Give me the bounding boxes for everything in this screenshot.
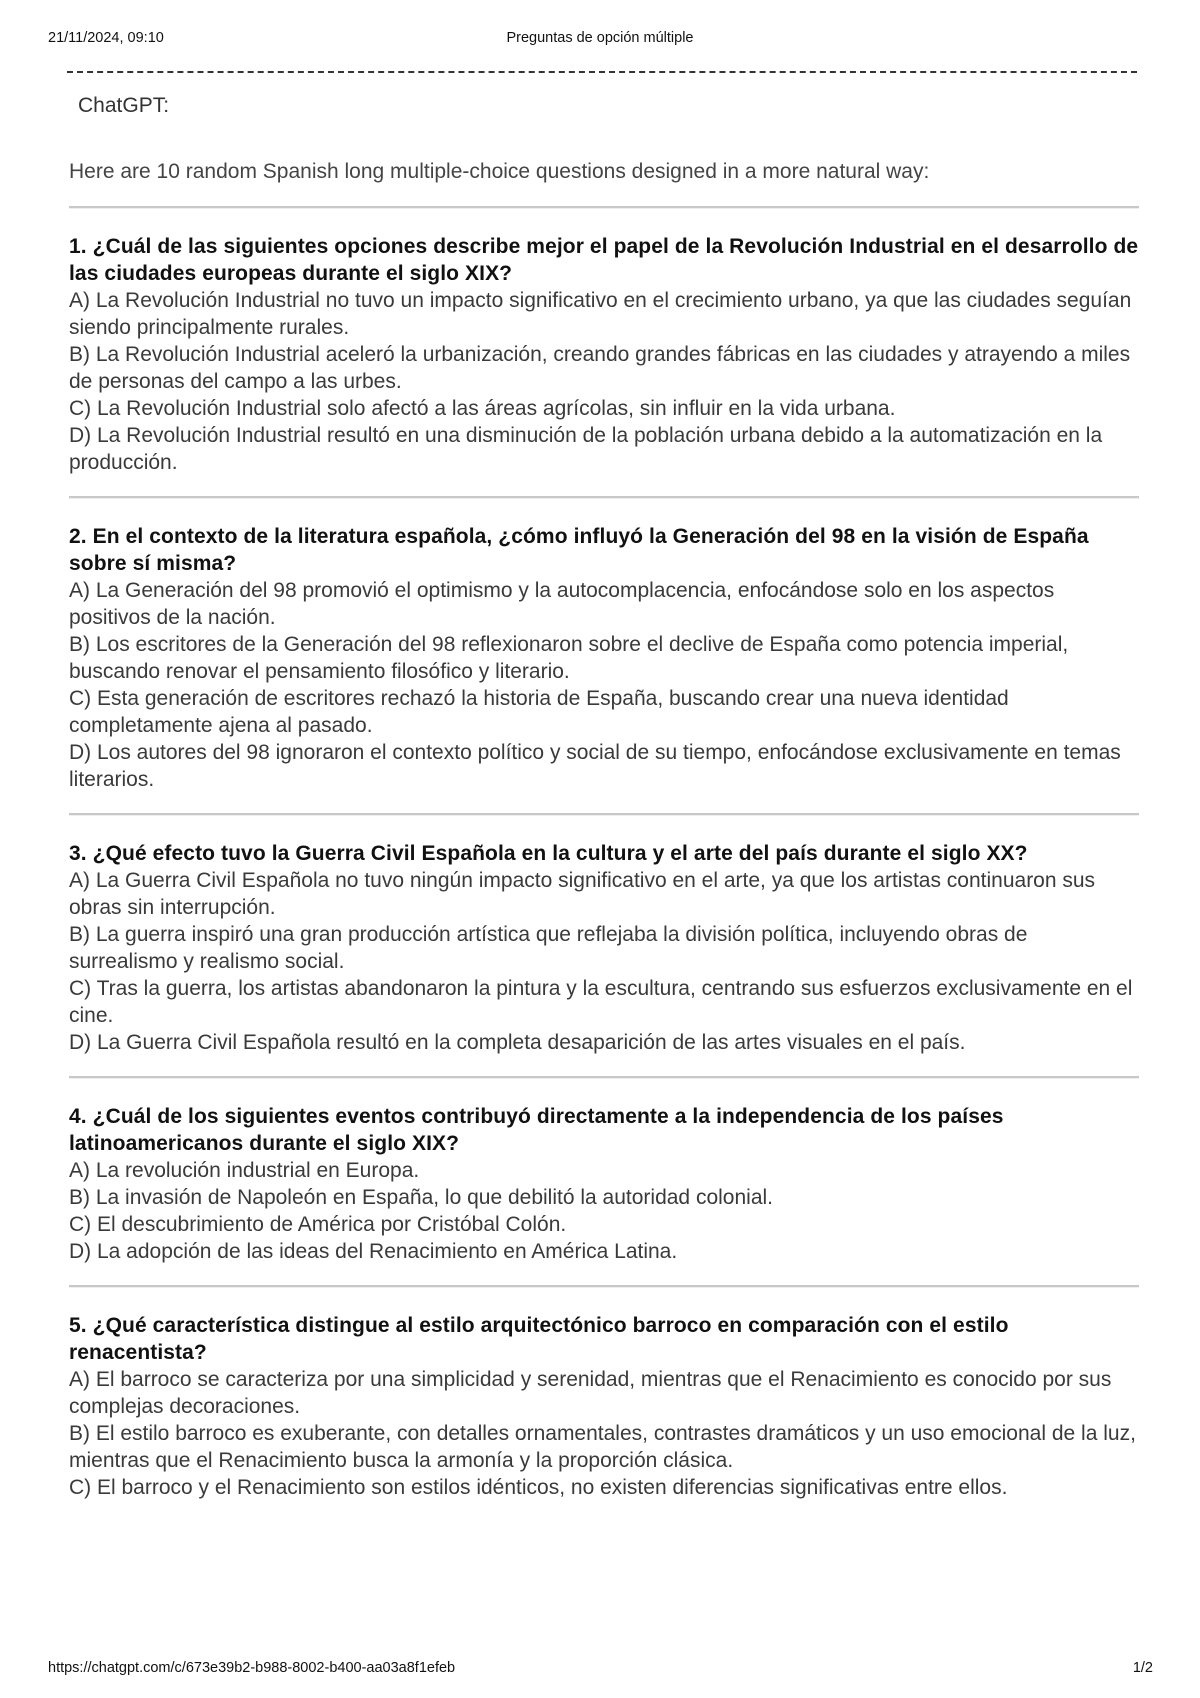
horizontal-rule bbox=[69, 1285, 1139, 1288]
answer-option: B) Los escritores de la Generación del 98 reflexionaron sobre el declive de España como potencia imperial, buscando renovar el pensamiento filosófico y literario. bbox=[69, 633, 1069, 683]
question-3 bbox=[69, 840, 1139, 1056]
question-1 bbox=[69, 233, 1139, 476]
answer-option: D) Los autores del 98 ignoraron el contexto político y social de su tiempo, enfocándose exclusivamente en temas literarios. bbox=[69, 741, 1121, 791]
horizontal-rule bbox=[69, 813, 1139, 816]
answer-option: D) La Revolución Industrial resultó en una disminución de la población urbana debido a la automatización en la producción. bbox=[69, 424, 1103, 474]
answer-option: B) La invasión de Napoleón en España, lo que debilitó la autoridad colonial. bbox=[69, 1186, 773, 1209]
answer-option: A) La Revolución Industrial no tuvo un impacto significativo en el crecimiento urbano, ya que las ciudades seguían siendo principalmente rurales. bbox=[69, 289, 1132, 339]
answer-option: C) Tras la guerra, los artistas abandonaron la pintura y la escultura, centrando sus esfuerzos exclusivamente en el cine. bbox=[69, 977, 1133, 1027]
horizontal-rule bbox=[69, 206, 1139, 209]
print-header bbox=[0, 30, 1200, 50]
question-text: 3. ¿Qué efecto tuvo la Guerra Civil Española en la cultura y el arte del país durante el siglo XX? bbox=[69, 842, 1028, 865]
answer-option: B) El estilo barroco es exuberante, con detalles ornamentales, contrastes dramáticos y un uso emocional de la luz, mientras que el Renacimiento busca la armonía y la proporción clásica. bbox=[69, 1422, 1136, 1472]
print-footer bbox=[0, 1660, 1200, 1680]
conversation-content bbox=[69, 86, 1139, 1501]
answer-option: A) La Guerra Civil Española no tuvo ningún impacto significativo en el arte, ya que los artistas continuaron sus obras sin interrupción. bbox=[69, 869, 1096, 919]
answer-option: C) El descubrimiento de América por Cristóbal Colón. bbox=[69, 1213, 567, 1236]
answer-option: A) El barroco se caracteriza por una simplicidad y serenidad, mientras que el Renacimiento es conocido por sus complejas decoraciones. bbox=[69, 1368, 1112, 1418]
answer-option: C) El barroco y el Renacimiento son estilos idénticos, no existen diferencias significativas entre ellos. bbox=[69, 1476, 1008, 1499]
question-text: 4. ¿Cuál de los siguientes eventos contribuyó directamente a la independencia de los países latinoamericanos durante el siglo XIX? bbox=[69, 1105, 1004, 1155]
dashed-separator bbox=[67, 71, 1137, 73]
question-5 bbox=[69, 1312, 1139, 1501]
answer-option: D) La Guerra Civil Española resultó en la completa desaparición de las artes visuales en el país. bbox=[69, 1031, 966, 1054]
question-4 bbox=[69, 1103, 1139, 1265]
print-title: Preguntas de opción múltiple bbox=[506, 30, 694, 46]
answer-option: C) La Revolución Industrial solo afectó a las áreas agrícolas, sin influir en la vida urbana. bbox=[69, 397, 896, 420]
question-text: 1. ¿Cuál de las siguientes opciones describe mejor el papel de la Revolución Industrial en el desarrollo de las ciudades europeas durante el siglo XIX? bbox=[69, 235, 1139, 285]
horizontal-rule bbox=[69, 496, 1139, 499]
intro-paragraph: Here are 10 random Spanish long multiple-choice questions designed in a more natural way: bbox=[69, 160, 930, 183]
answer-option: C) Esta generación de escritores rechazó la historia de España, buscando crear una nueva identidad completamente ajena al pasado. bbox=[69, 687, 1009, 737]
answer-option: A) La Generación del 98 promovió el optimismo y la autocomplacencia, enfocándose solo en los aspectos positivos de la nación. bbox=[69, 579, 1055, 629]
speaker-label: ChatGPT: bbox=[78, 94, 170, 117]
page-url: https://chatgpt.com/c/673e39b2-b988-8002-b400-aa03a8f1efeb bbox=[48, 1660, 456, 1676]
question-text: 5. ¿Qué característica distingue al estilo arquitectónico barroco en comparación con el estilo renacentista? bbox=[69, 1314, 1009, 1364]
answer-option: D) La adopción de las ideas del Renacimiento en América Latina. bbox=[69, 1240, 678, 1263]
question-text: 2. En el contexto de la literatura española, ¿cómo influyó la Generación del 98 en la visión de España sobre sí misma? bbox=[69, 525, 1089, 575]
print-datetime: 21/11/2024, 09:10 bbox=[48, 30, 164, 46]
answer-option: A) La revolución industrial en Europa. bbox=[69, 1159, 420, 1182]
question-2 bbox=[69, 523, 1139, 793]
answer-option: B) La guerra inspiró una gran producción artística que reflejaba la división política, incluyendo obras de surrealismo y realismo social. bbox=[69, 923, 1028, 973]
page-number: 1/2 bbox=[1132, 1660, 1153, 1676]
horizontal-rule bbox=[69, 1076, 1139, 1079]
answer-option: B) La Revolución Industrial aceleró la urbanización, creando grandes fábricas en las ciudades y atrayendo a miles de personas del campo a las urbes. bbox=[69, 343, 1131, 393]
